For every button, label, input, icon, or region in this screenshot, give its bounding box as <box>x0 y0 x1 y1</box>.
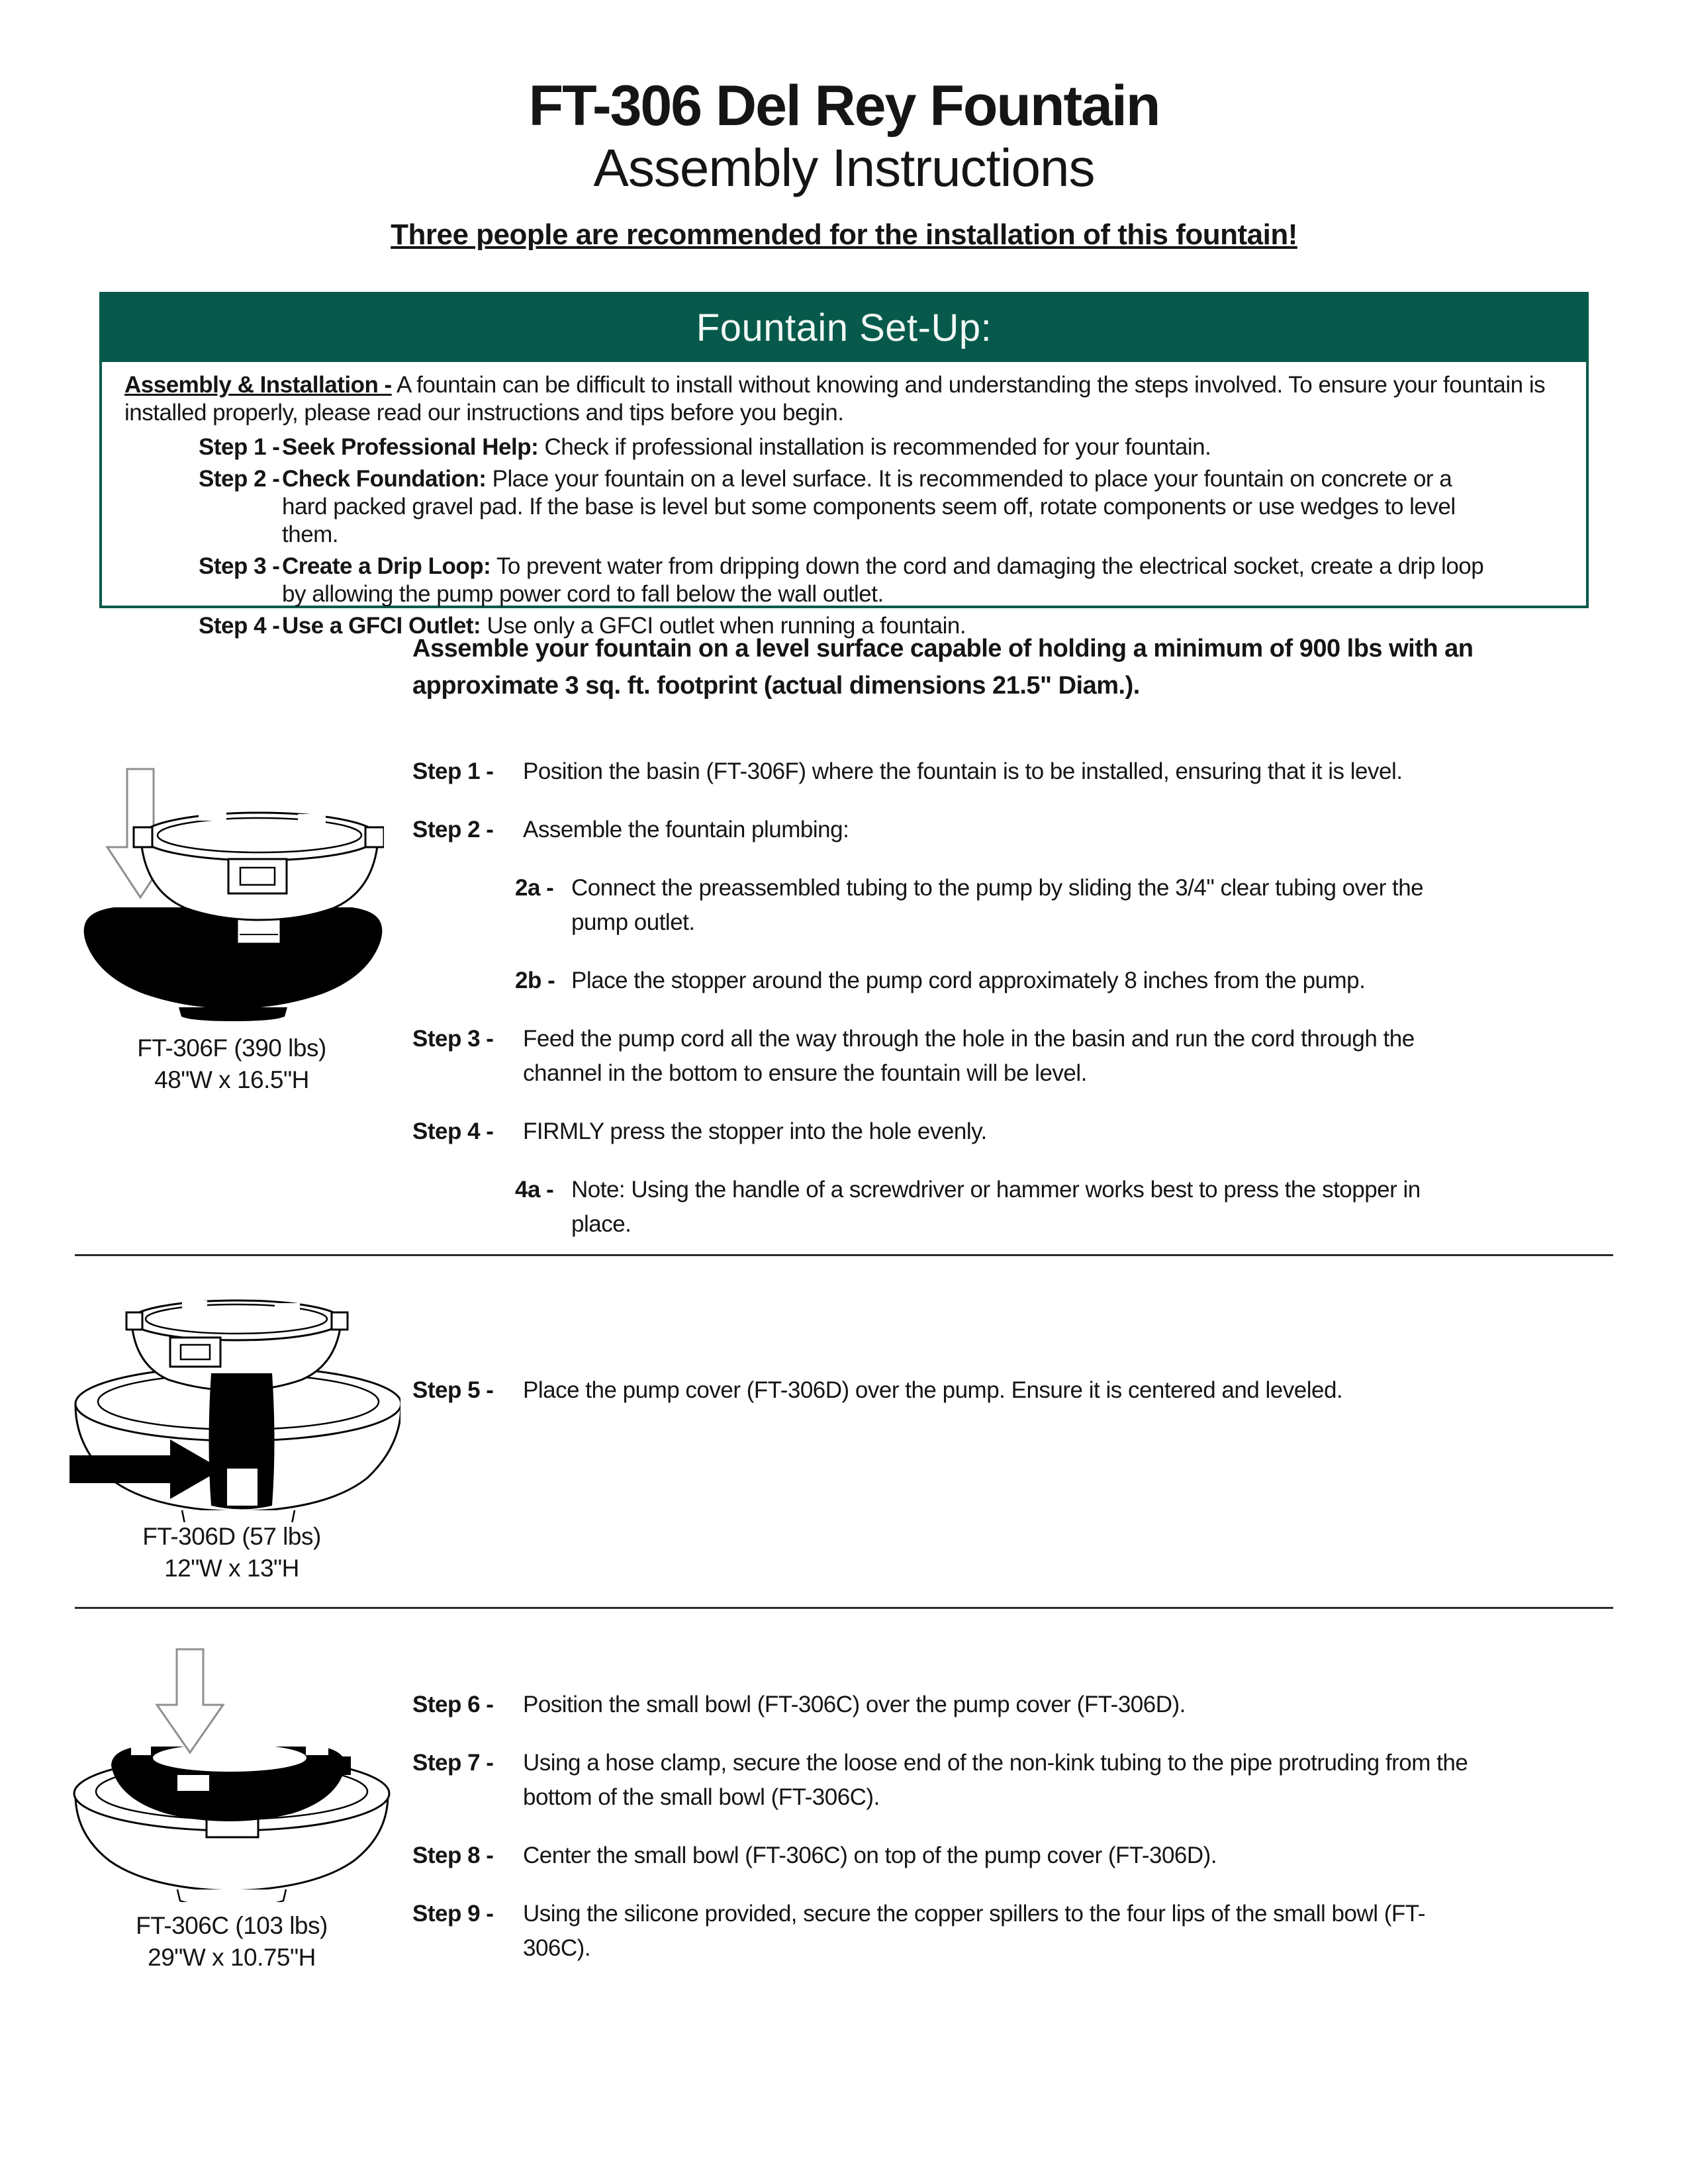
page-title: FT-306 Del Rey Fountain <box>528 74 1160 138</box>
step-label: Step 9 - <box>412 1901 494 1927</box>
step-text: Position the basin (FT-306F) where the fountain is to be installed, ensuring that it is level. <box>523 758 1403 784</box>
step-text: Position the small bowl (FT-306C) over the pump cover (FT-306D). <box>523 1692 1186 1717</box>
diagram-caption-ft306f <box>66 1032 397 1096</box>
assembly-step-8 <box>412 1839 1558 1873</box>
step-label: Step 3 - <box>412 1026 494 1052</box>
small-bowl-interior <box>153 1744 306 1772</box>
setup-step-3 <box>124 553 1565 608</box>
step-label: 2a - <box>515 875 554 901</box>
assembly-lead-paragraph: Assemble your fountain on a level surface capable of holding a minimum of 900 lbs with an approximate 3 sq. ft. footprint (actual dimensions 21.5" Diam.). <box>412 635 1474 700</box>
rim-clip-right <box>365 827 384 847</box>
setup-step-name: Check Foundation: <box>282 466 487 492</box>
setup-step-label: Step 3 - <box>199 553 280 579</box>
step-label: 2b - <box>515 968 555 993</box>
setup-step-name: Seek Professional Help: <box>282 434 539 460</box>
setup-banner-title: Fountain Set-Up: <box>102 295 1586 362</box>
step-text: Place the pump cover (FT-306D) over the pump. Ensure it is centered and leveled. <box>523 1377 1343 1403</box>
basin-outline-pedestal <box>177 1889 286 1902</box>
setup-step-text: Place your fountain on a level surface. It is recommended to place your fountain on concrete or a hard packed gravel pad. If the base is level but some components seem off, rotate components or use wedges to level them. <box>282 466 1456 547</box>
section-divider <box>75 1607 1613 1609</box>
assembly-step-1 <box>412 754 1558 789</box>
step-label: Step 7 - <box>412 1750 494 1776</box>
setup-step-label: Step 1 - <box>199 434 280 460</box>
assembly-steps-section-3 <box>412 1688 1558 1989</box>
setup-step-2 <box>124 465 1565 549</box>
fountain-setup-box <box>99 292 1589 639</box>
rim-tab-right <box>335 1756 351 1775</box>
setup-step-text: Check if professional installation is recommended for your fountain. <box>544 434 1211 460</box>
step-text: Place the stopper around the pump cord approximately 8 inches from the pump. <box>571 968 1366 993</box>
page-subtitle: Assembly Instructions <box>593 138 1095 197</box>
setup-step-text: Use only a GFCI outlet when running a fountain. <box>487 613 966 639</box>
step-text: FIRMLY press the stopper into the hole evenly. <box>523 1118 987 1144</box>
pump-cover-notch <box>227 1469 258 1506</box>
down-arrow-icon <box>157 1649 223 1752</box>
step-label: Step 2 - <box>412 817 494 842</box>
part-number: FT-306C (103 lbs) <box>136 1912 328 1939</box>
step-label: Step 6 - <box>412 1692 494 1717</box>
assembly-steps-section-2 <box>412 1373 1558 1432</box>
step-label: Step 4 - <box>412 1118 494 1144</box>
setup-intro-text: A fountain can be difficult to install without knowing and understanding the steps involved. To ensure your fountain is installed properly, please read our instructions and tips before you begin. <box>124 372 1546 426</box>
setup-step-name: Use a GFCI Outlet: <box>282 613 481 639</box>
part-dimensions: 48"W x 16.5"H <box>154 1066 309 1093</box>
step-text: Connect the preassembled tubing to the pump by sliding the 3/4" clear tubing over the pump outlet. <box>571 875 1424 935</box>
setup-step-1 <box>124 433 1565 461</box>
rim-clip-right <box>332 1312 348 1330</box>
part-dimensions: 12"W x 13"H <box>164 1555 299 1582</box>
diagram-caption-ft306d <box>66 1521 397 1584</box>
assembly-step-6 <box>412 1688 1558 1722</box>
bowl-base <box>237 917 281 944</box>
assembly-step-2 <box>412 813 1558 847</box>
step-text: Using a hose clamp, secure the loose end of the non-kink tubing to the pipe protruding from the bottom of the small bowl (FT-306C). <box>523 1750 1468 1810</box>
people-recommendation-warning: Three people are recommended for the installation of this fountain! <box>391 218 1297 251</box>
setup-intro-label: Assembly & Installation - <box>124 372 392 398</box>
step-text: Using the silicone provided, secure the copper spillers to the four lips of the small bowl (FT-306C). <box>523 1901 1425 1961</box>
assembly-step-7 <box>412 1746 1558 1815</box>
part-number: FT-306F (390 lbs) <box>137 1034 326 1062</box>
pump-cover-diagram-graphic <box>70 1287 400 1522</box>
document-header <box>0 74 1688 251</box>
step-label: Step 1 - <box>412 758 494 784</box>
diagram-small-bowl-ft306c <box>73 1643 391 1902</box>
diagram-caption-ft306c <box>66 1910 397 1974</box>
assembly-step-5 <box>412 1373 1558 1408</box>
setup-step-label: Step 4 - <box>199 613 280 639</box>
step-label: Step 5 - <box>412 1377 494 1403</box>
assembly-step-4a <box>412 1173 1558 1242</box>
part-number: FT-306D (57 lbs) <box>142 1523 321 1550</box>
section-divider <box>75 1254 1613 1256</box>
setup-step-text: To prevent water from dripping down the cord and damaging the electrical socket, create a drip loop by allowing the pump power cord to fall below the wall outlet. <box>282 553 1484 607</box>
assembly-step-9 <box>412 1897 1558 1966</box>
step-text: Note: Using the handle of a screwdriver or hammer works best to press the stopper in place. <box>571 1177 1421 1237</box>
assembly-step-4 <box>412 1115 1558 1149</box>
small-bowl-diagram-graphic <box>73 1643 391 1902</box>
step-text: Center the small bowl (FT-306C) on top of the pump cover (FT-306D). <box>523 1843 1217 1868</box>
basin-diagram-graphic <box>79 761 384 1023</box>
rim-clip-left <box>134 827 152 847</box>
rim-clip-front <box>177 1775 209 1791</box>
step-label: 4a - <box>515 1177 554 1203</box>
step-text: Assemble the fountain plumbing: <box>523 817 849 842</box>
step-text: Feed the pump cord all the way through the hole in the basin and run the cord through the channel in the bottom to ensure the fountain will be level. <box>523 1026 1415 1086</box>
diagram-pump-cover-ft306d <box>70 1287 400 1522</box>
setup-step-name: Create a Drip Loop: <box>282 553 491 579</box>
setup-intro <box>124 371 1565 427</box>
part-dimensions: 29"W x 10.75"H <box>148 1944 316 1971</box>
setup-box-body <box>102 362 1586 640</box>
basin-pedestal <box>179 1007 287 1021</box>
assembly-step-3 <box>412 1022 1558 1091</box>
diagram-basin-ft306f <box>79 761 384 1023</box>
basin-silhouette <box>84 907 383 1009</box>
assembly-step-2a <box>412 871 1558 940</box>
setup-step-label: Step 2 - <box>199 466 280 492</box>
assembly-step-2b <box>412 964 1558 998</box>
assembly-steps-section-1 <box>412 754 1558 1265</box>
rim-clip-left <box>126 1312 142 1330</box>
step-label: Step 8 - <box>412 1843 494 1868</box>
